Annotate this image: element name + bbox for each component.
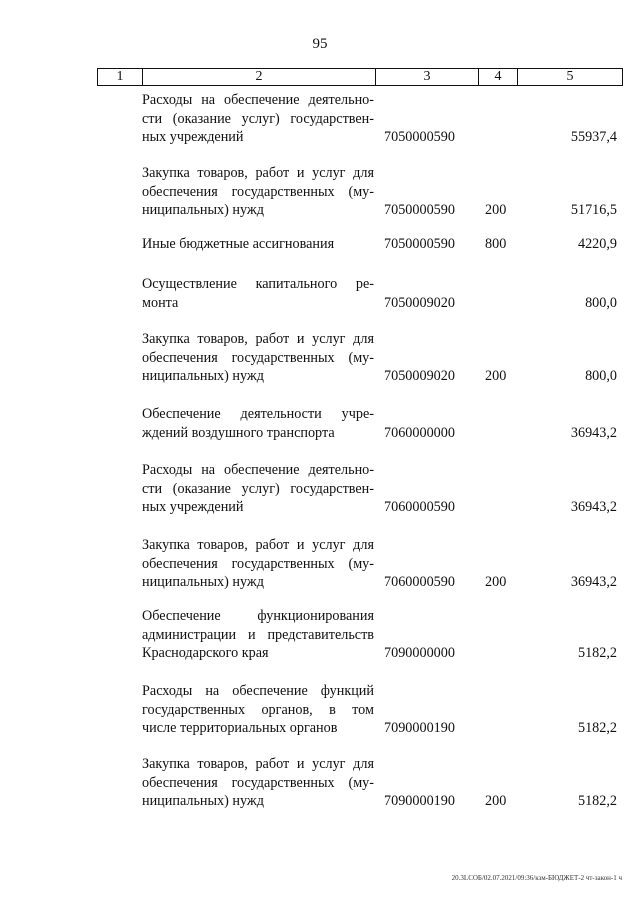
description-line: ниципальных) нужд bbox=[142, 368, 264, 384]
row-amount: 36943,2 bbox=[570, 574, 617, 590]
description-line: Закупка товаров, работ и услуг для bbox=[142, 331, 374, 347]
row-amount: 800,0 bbox=[585, 294, 617, 311]
description-line: Закупка товаров, работ и услуг для bbox=[142, 165, 374, 181]
row-description bbox=[142, 164, 374, 220]
row-description bbox=[142, 607, 374, 663]
row-code: 7050009020 bbox=[384, 294, 455, 311]
row-amount: 5182,2 bbox=[577, 645, 617, 661]
description-line: Иные бюджетные ассигнования bbox=[142, 236, 335, 252]
row-description bbox=[142, 91, 374, 147]
row-amount: 55937,4 bbox=[570, 129, 617, 145]
description-line: монта bbox=[142, 294, 179, 311]
row-code: 7090000000 bbox=[384, 645, 455, 661]
row-amount: 4220,9 bbox=[577, 236, 617, 252]
description-line: обеспечения государственных (му- bbox=[142, 774, 374, 791]
row-code: 7050009020 bbox=[384, 368, 455, 384]
row-amount: 800,0 bbox=[585, 368, 617, 384]
row-code: 7050000590 bbox=[384, 236, 455, 252]
row-code: 7090000190 bbox=[384, 793, 455, 809]
description-line: числе территориальных органов bbox=[142, 720, 338, 736]
description-line: Обеспечение функционирования bbox=[142, 608, 374, 624]
description-line: администрации и представительств bbox=[142, 626, 374, 643]
row-description bbox=[142, 682, 374, 738]
row-expense-type: 200 bbox=[485, 793, 507, 809]
description-line: ных учреждений bbox=[142, 129, 244, 145]
row-description bbox=[142, 330, 374, 386]
row-description bbox=[142, 405, 374, 442]
row-expense-type: 200 bbox=[485, 574, 507, 590]
row-description bbox=[142, 235, 374, 254]
description-line: Расходы на обеспечение функций bbox=[142, 683, 374, 699]
column-header-5: 5 bbox=[518, 69, 623, 86]
row-amount: 51716,5 bbox=[570, 202, 617, 218]
page-number: 95 bbox=[312, 36, 328, 52]
description-line: обеспечения государственных (му- bbox=[142, 555, 374, 572]
row-description bbox=[142, 536, 374, 592]
row-description bbox=[142, 275, 374, 312]
row-amount: 5182,2 bbox=[577, 720, 617, 736]
description-line: Расходы на обеспечение деятельно- bbox=[142, 462, 374, 478]
row-code: 7050000590 bbox=[384, 202, 455, 218]
row-expense-type: 200 bbox=[485, 202, 507, 218]
description-line: сти (оказание услуг) государствен- bbox=[142, 480, 374, 497]
column-header-1: 1 bbox=[98, 69, 143, 86]
description-line: Обеспечение деятельности учре- bbox=[142, 406, 374, 422]
description-line: ных учреждений bbox=[142, 499, 244, 515]
row-expense-type: 200 bbox=[485, 368, 507, 384]
column-header-2: 2 bbox=[143, 69, 376, 86]
row-expense-type: 800 bbox=[485, 236, 507, 252]
footer-stamp: 20.3LСОБ/02.07.2021/09:36/кзм-БЮДЖЕТ-2 чт-закон-1 ч bbox=[451, 874, 622, 882]
description-line: государственных органов, в том bbox=[142, 701, 374, 718]
row-code: 7090000190 bbox=[384, 720, 455, 736]
description-line: обеспечения государственных (му- bbox=[142, 349, 374, 366]
description-line: ниципальных) нужд bbox=[142, 574, 264, 590]
row-description bbox=[142, 755, 374, 811]
row-code: 7050000590 bbox=[384, 129, 455, 145]
row-code: 7060000590 bbox=[384, 499, 455, 515]
column-header-3: 3 bbox=[376, 69, 479, 86]
column-header-4: 4 bbox=[479, 69, 518, 86]
row-code: 7060000590 bbox=[384, 574, 455, 590]
description-line: обеспечения государственных (му- bbox=[142, 183, 374, 200]
description-line: ниципальных) нужд bbox=[142, 793, 264, 809]
description-line: ждений воздушного транспорта bbox=[142, 424, 335, 441]
description-line: Закупка товаров, работ и услуг для bbox=[142, 756, 374, 772]
description-line: сти (оказание услуг) государствен- bbox=[142, 110, 374, 127]
description-line: Расходы на обеспечение деятельно- bbox=[142, 92, 374, 108]
description-line: Закупка товаров, работ и услуг для bbox=[142, 537, 374, 553]
row-amount: 5182,2 bbox=[577, 793, 617, 809]
description-line: ниципальных) нужд bbox=[142, 202, 264, 218]
description-line: Осуществление капитального ре- bbox=[142, 276, 374, 292]
row-amount: 36943,2 bbox=[570, 424, 617, 441]
row-description bbox=[142, 461, 374, 517]
row-code: 7060000000 bbox=[384, 424, 455, 441]
row-amount: 36943,2 bbox=[570, 499, 617, 515]
description-line: Краснодарского края bbox=[142, 645, 269, 661]
